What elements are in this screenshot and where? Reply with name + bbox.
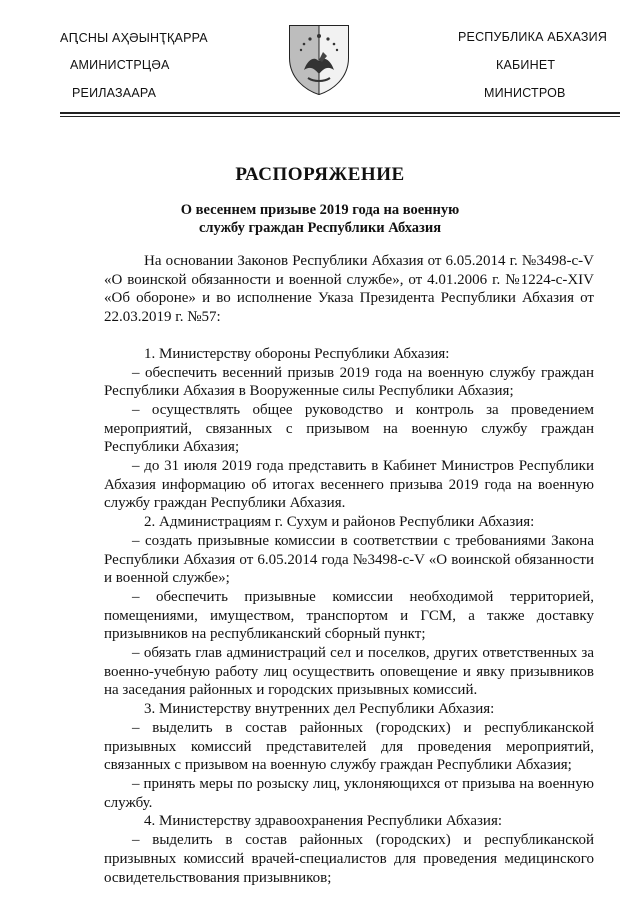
section-1-item-1: – обеспечить весенний призыв 2019 года на военную службу граждан Республики Абхазия в Вооруженные силы Республики Абхазия; bbox=[104, 364, 594, 400]
section-4-heading: 4. Министерству здравоохранения Республики Абхазия: bbox=[144, 813, 503, 830]
section-1-item-3: – до 31 июля 2019 года представить в Кабинет Министров Республики Абхазия информацию об итогах весеннего призыва 2019 года на военную службу граждан Республики Абхазия. bbox=[104, 458, 594, 512]
section-1-item-2: – осуществлять общее руководство и контроль за проведением мероприятий, связанных с призывом на военную службу граждан Республики Абхазия; bbox=[104, 401, 594, 456]
header-right-line-3: МИНИСТРОВ bbox=[484, 86, 566, 100]
document-subtitle bbox=[0, 201, 640, 237]
section-2-item-1: – создать призывные комиссии в соответствии с требованиями Закона Республики Абхазия от 6.05.2014 года №3498-с-V «О воинской обязанности и военной службе»; bbox=[104, 532, 594, 587]
section-4-item-1: – выделить в состав районных (городских) и республиканской призывных комиссий врачей-специалистов для проведения медицинского освидетельствования призывников; bbox=[104, 832, 594, 886]
section-3-heading: 3. Министерству внутренних дел Республики Абхазия: bbox=[144, 701, 495, 718]
header-left-line-3: РЕИЛАЗААРА bbox=[72, 86, 157, 100]
header-rule-thick bbox=[60, 112, 620, 114]
section-1-heading: 1. Министерству обороны Республики Абхазия: bbox=[144, 345, 450, 362]
header-left-line-2: АМИНИСТРЦӘА bbox=[70, 58, 170, 72]
section-2-item-3: – обязать глав администраций сел и поселков, других ответственных за военно-учебную работу лиц осуществить оповещение и явку призывников на заседания районных и городских призывных комиссий. bbox=[104, 645, 594, 699]
header-right-line-2: КАБИНЕТ bbox=[496, 58, 556, 72]
section-2-item-2: – обеспечить призывные комиссии необходимой территорией, помещениями, имуществом, транспортом и ГСМ, а также доставку призывников на республиканский сборный пункт; bbox=[104, 588, 594, 643]
section-2-heading: 2. Администрациям г. Сухум и районов Республики Абхазия: bbox=[144, 514, 535, 531]
header-left-line-1: АԤСНЫ АҲӘЫНҬҚАРРА bbox=[60, 31, 208, 45]
document-header bbox=[0, 0, 640, 122]
coat-of-arms-icon bbox=[286, 22, 352, 96]
intro-paragraph: На основании Законов Республики Абхазия от 6.05.2014 г. №3498-с-V «О воинской обязанности и военной службе», от 4.01.2006 г. №1224-с-XIV «Об обороне» и во исполнение Указа Президента Республики Абхазия от 22.03.2019 г. №57: bbox=[104, 253, 594, 326]
document-title: РАСПОРЯЖЕНИЕ bbox=[235, 164, 405, 185]
section-3-item-2: – принять меры по розыску лиц, уклоняющихся от призыва на военную службу. bbox=[104, 775, 594, 811]
header-right-line-1: РЕСПУБЛИКА АБХАЗИЯ bbox=[458, 30, 608, 44]
document-body bbox=[104, 252, 594, 887]
header-rule-thin bbox=[60, 116, 620, 117]
section-3-item-1: – выделить в состав районных (городских) и республиканской призывных комиссий представителей для проведения мероприятий, связанных с призывом на военную службу граждан Республики Абхазия; bbox=[104, 719, 594, 774]
subtitle-line-1: О весеннем призыве 2019 года на военную bbox=[180, 202, 460, 218]
subtitle-line-2: службу граждан Республики Абхазия bbox=[198, 220, 442, 236]
